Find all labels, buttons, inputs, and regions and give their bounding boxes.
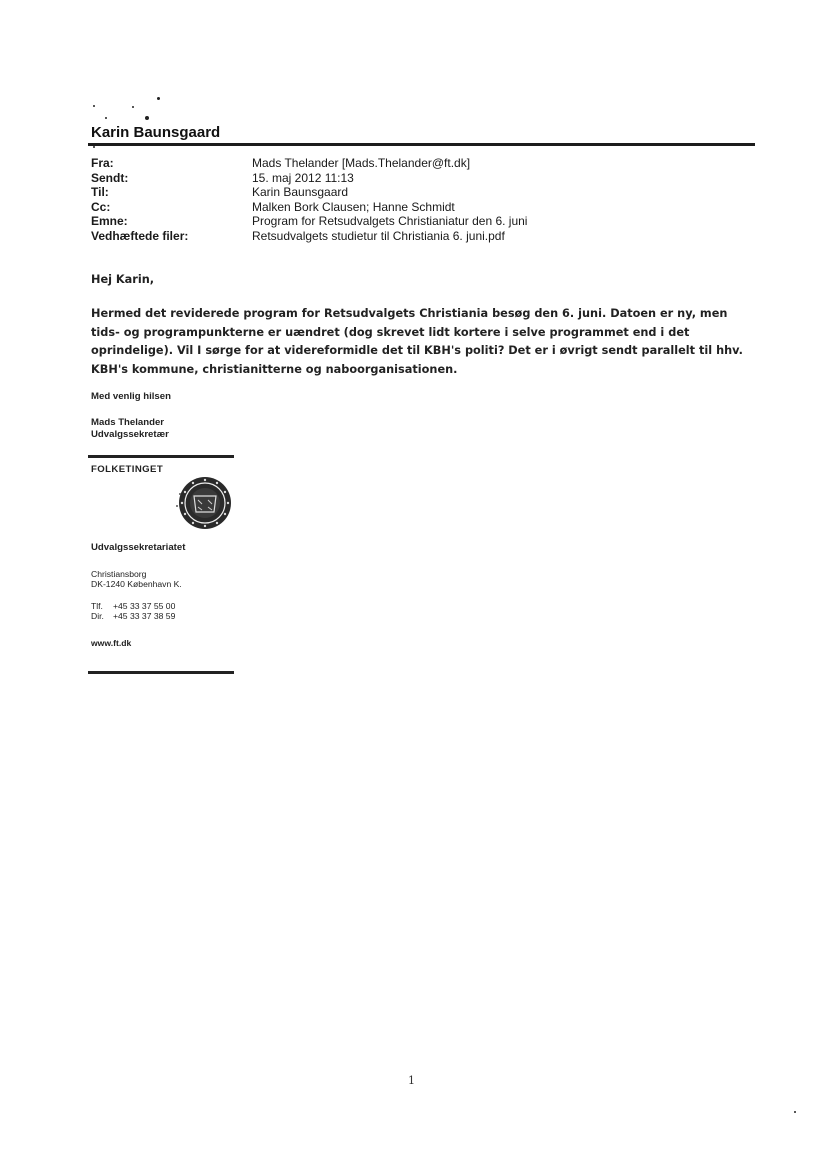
email-header-fields <box>91 156 527 244</box>
sent-label: Sendt: <box>91 170 129 185</box>
header-row-sent <box>91 171 527 186</box>
header-row-cc <box>91 200 527 215</box>
cc-value: Malken Bork Clausen; Hanne Schmidt <box>252 199 455 214</box>
sent-value: 15. maj 2012 11:13 <box>252 170 354 185</box>
scan-speck <box>93 146 95 148</box>
page-number: 1 <box>408 1074 415 1087</box>
scan-speck <box>105 117 107 119</box>
folketinget-seal-icon <box>172 474 238 532</box>
scan-speck <box>93 105 95 107</box>
address-line-1: Christiansborg <box>91 569 147 579</box>
header-row-subject <box>91 214 527 229</box>
cc-label: Cc: <box>91 199 111 214</box>
organization-name: FOLKETINGET <box>91 464 164 475</box>
to-label: Til: <box>91 185 109 200</box>
greeting: Hej Karin, <box>91 273 155 286</box>
sender-display-name: Karin Baunsgaard <box>91 124 221 141</box>
phone-block <box>91 601 175 622</box>
to-value: Karin Baunsgaard <box>252 185 349 200</box>
subject-label: Emne: <box>91 214 128 229</box>
attachment-filename: Retsudvalgets studietur til Christiania 6. juni.pdf <box>252 228 505 243</box>
attachments-label: Vedhæftede filer: <box>91 228 189 243</box>
from-label: Fra: <box>91 156 114 170</box>
phone-row-direct <box>91 611 175 621</box>
website-link[interactable]: www.ft.dk <box>91 638 132 648</box>
signature-name: Mads Thelander <box>91 417 165 428</box>
signature-divider-top <box>88 455 234 458</box>
scan-speck <box>794 1111 796 1113</box>
address-block <box>91 569 182 590</box>
address-line-2: DK-1240 København K. <box>91 579 182 590</box>
signature-block <box>91 417 169 441</box>
signature-title: Udvalgssekretær <box>91 429 169 440</box>
header-row-to <box>91 185 527 200</box>
direct-phone-number: +45 33 37 38 59 <box>113 611 176 622</box>
scan-speck <box>132 106 134 108</box>
signature-divider-bottom <box>88 671 234 674</box>
department-name: Udvalgssekretariatet <box>91 542 186 553</box>
phone-row-main <box>91 601 175 611</box>
header-row-from <box>91 156 527 171</box>
phone-number: +45 33 37 55 00 <box>113 601 176 611</box>
closing: Med venlig hilsen <box>91 391 171 402</box>
subject-value: Program for Retsudvalgets Christianiatur den 6. juni <box>252 214 528 229</box>
header-row-attachments <box>91 229 527 244</box>
scan-speck <box>145 116 149 120</box>
phone-label: Tlf. <box>91 601 103 611</box>
scan-speck <box>157 97 160 100</box>
header-divider <box>88 143 755 146</box>
from-value: Mads Thelander [Mads.Thelander@ft.dk] <box>252 156 471 170</box>
direct-phone-label: Dir. <box>91 611 104 622</box>
message-body: Hermed det reviderede program for Retsudvalgets Christiania besøg den 6. juni. Datoen er ny, men tids- og programpunkterne er uændret (dog skrevet lidt kortere i selve programmet end i det oprindelige). Vil I sørge for at videreformidle det til KBH's politi? Det er i øvrigt sendt parallelt til hhv. KBH's kommune, christianitterne og naboorganisationen. <box>91 307 743 376</box>
